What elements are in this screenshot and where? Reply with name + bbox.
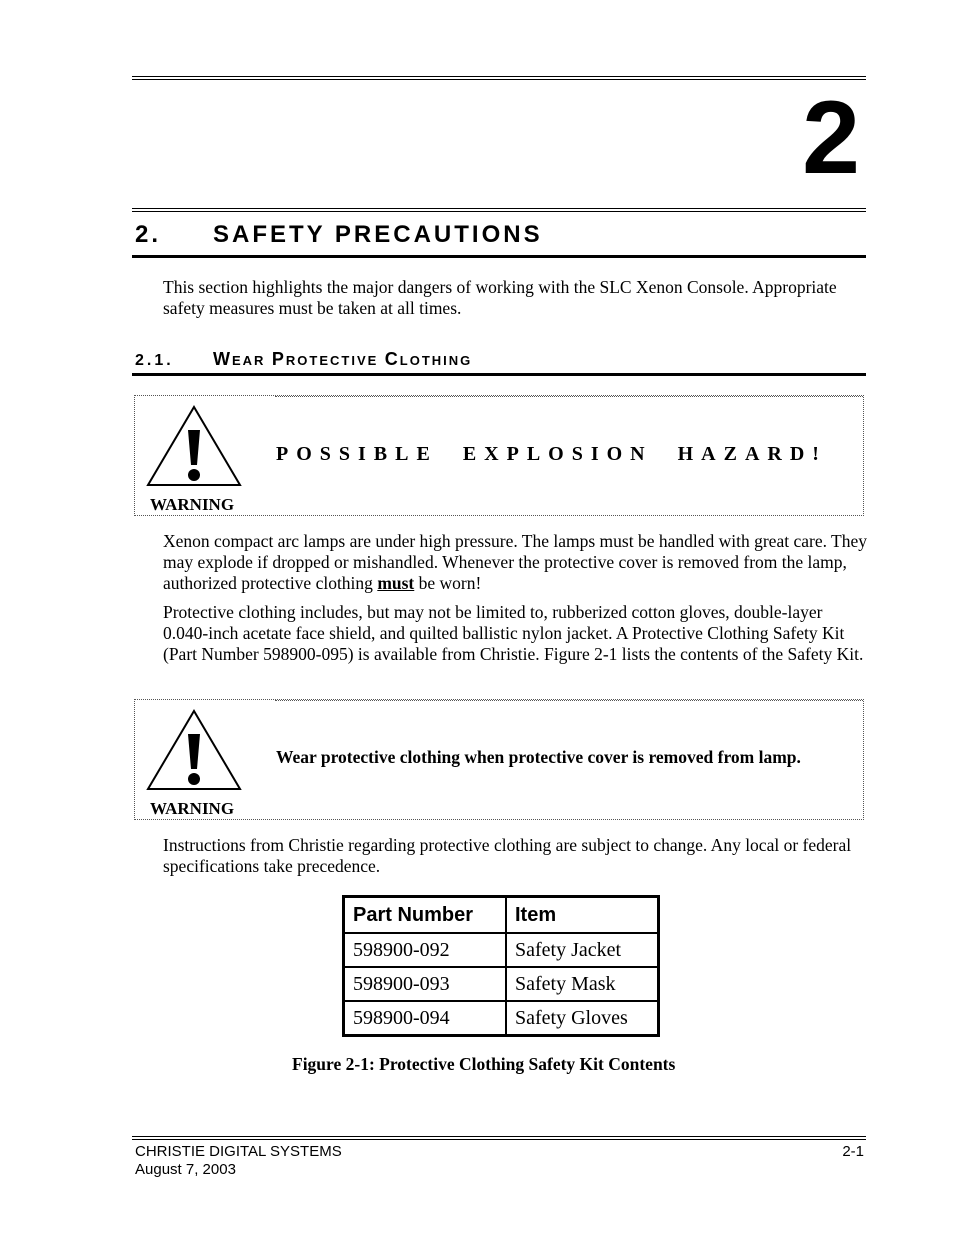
- para1-text: Xenon compact arc lamps are under high pressure. The lamps must be handled with great care. They may explode if dropped or mishandled. Whenever the protective cover is removed from the lamp, authorized protective clothing: [163, 531, 867, 593]
- lamp-pressure-paragraph: [163, 531, 868, 594]
- footer-rule-2: [132, 1139, 866, 1140]
- protective-clothing-paragraph: Protective clothing includes, but may not be limited to, rubberized cotton gloves, double-layer 0.040-inch acetate face shield, and quilted ballistic nylon jacket. A Protective Clothing Safety Kit (Part Number 598900-095) is available from Christie. Figure 2-1 lists the contents of the Safety Kit.: [163, 602, 864, 664]
- column-header-item: Item: [506, 897, 659, 934]
- chapter-number: 2: [802, 80, 860, 196]
- warning-label: WARNING: [150, 495, 235, 514]
- intro-paragraph: This section highlights the major dangers of working with the SLC Xenon Console. Appropriate safety measures must be taken at all times.: [163, 277, 837, 318]
- table-row: [344, 933, 659, 967]
- instructions-paragraph: Instructions from Christie regarding protective clothing are subject to change. Any local or federal specifications take precedence.: [163, 835, 852, 876]
- table-header-row: [344, 897, 659, 934]
- table-row: [344, 1001, 659, 1036]
- part-number-cell: 598900-094: [344, 1001, 507, 1036]
- subsection-number: 2.1.: [135, 352, 174, 369]
- section-title: SAFETY PRECAUTIONS: [213, 221, 543, 248]
- warning-label: WARNING: [150, 799, 235, 818]
- item-cell: Safety Gloves: [506, 1001, 659, 1036]
- footer-company: CHRISTIE DIGITAL SYSTEMS: [135, 1143, 342, 1160]
- warning-inner-rule: [275, 396, 863, 397]
- figure-caption: Figure 2-1: Protective Clothing Safety Kit Contents: [292, 1054, 676, 1074]
- heading-rule-top: [132, 208, 866, 209]
- warning-text-explosion: POSSIBLE EXPLOSION HAZARD!: [276, 443, 827, 465]
- warning-triangle-icon: [145, 708, 243, 792]
- part-number-cell: 598900-093: [344, 967, 507, 1001]
- para1-text-end: be worn!: [414, 573, 482, 593]
- footer-date: August 7, 2003: [135, 1161, 236, 1178]
- must-emphasis: must: [377, 573, 415, 593]
- section-number: 2.: [135, 221, 162, 248]
- column-header-part-number: Part Number: [344, 897, 507, 934]
- item-cell: Safety Jacket: [506, 933, 659, 967]
- section-heading: [135, 221, 543, 249]
- top-rule: [132, 76, 866, 77]
- item-cell: Safety Mask: [506, 967, 659, 1001]
- subsection-heading: [135, 349, 472, 370]
- warning-inner-rule: [275, 700, 863, 701]
- safety-kit-table: [342, 895, 660, 1037]
- heading-rule-bottom: [132, 255, 866, 258]
- warning-triangle-icon: [145, 404, 243, 488]
- subheading-rule: [132, 373, 866, 376]
- footer-rule: [132, 1136, 866, 1137]
- subsection-title: WEAR PROTECTIVE CLOTHING: [213, 349, 473, 369]
- heading-rule-top-2: [132, 211, 866, 212]
- part-number-cell: 598900-092: [344, 933, 507, 967]
- footer-page-number: 2-1: [842, 1143, 864, 1160]
- table-row: [344, 967, 659, 1001]
- warning-text-clothing: Wear protective clothing when protective cover is removed from lamp.: [276, 747, 801, 767]
- top-rule-2: [132, 79, 866, 80]
